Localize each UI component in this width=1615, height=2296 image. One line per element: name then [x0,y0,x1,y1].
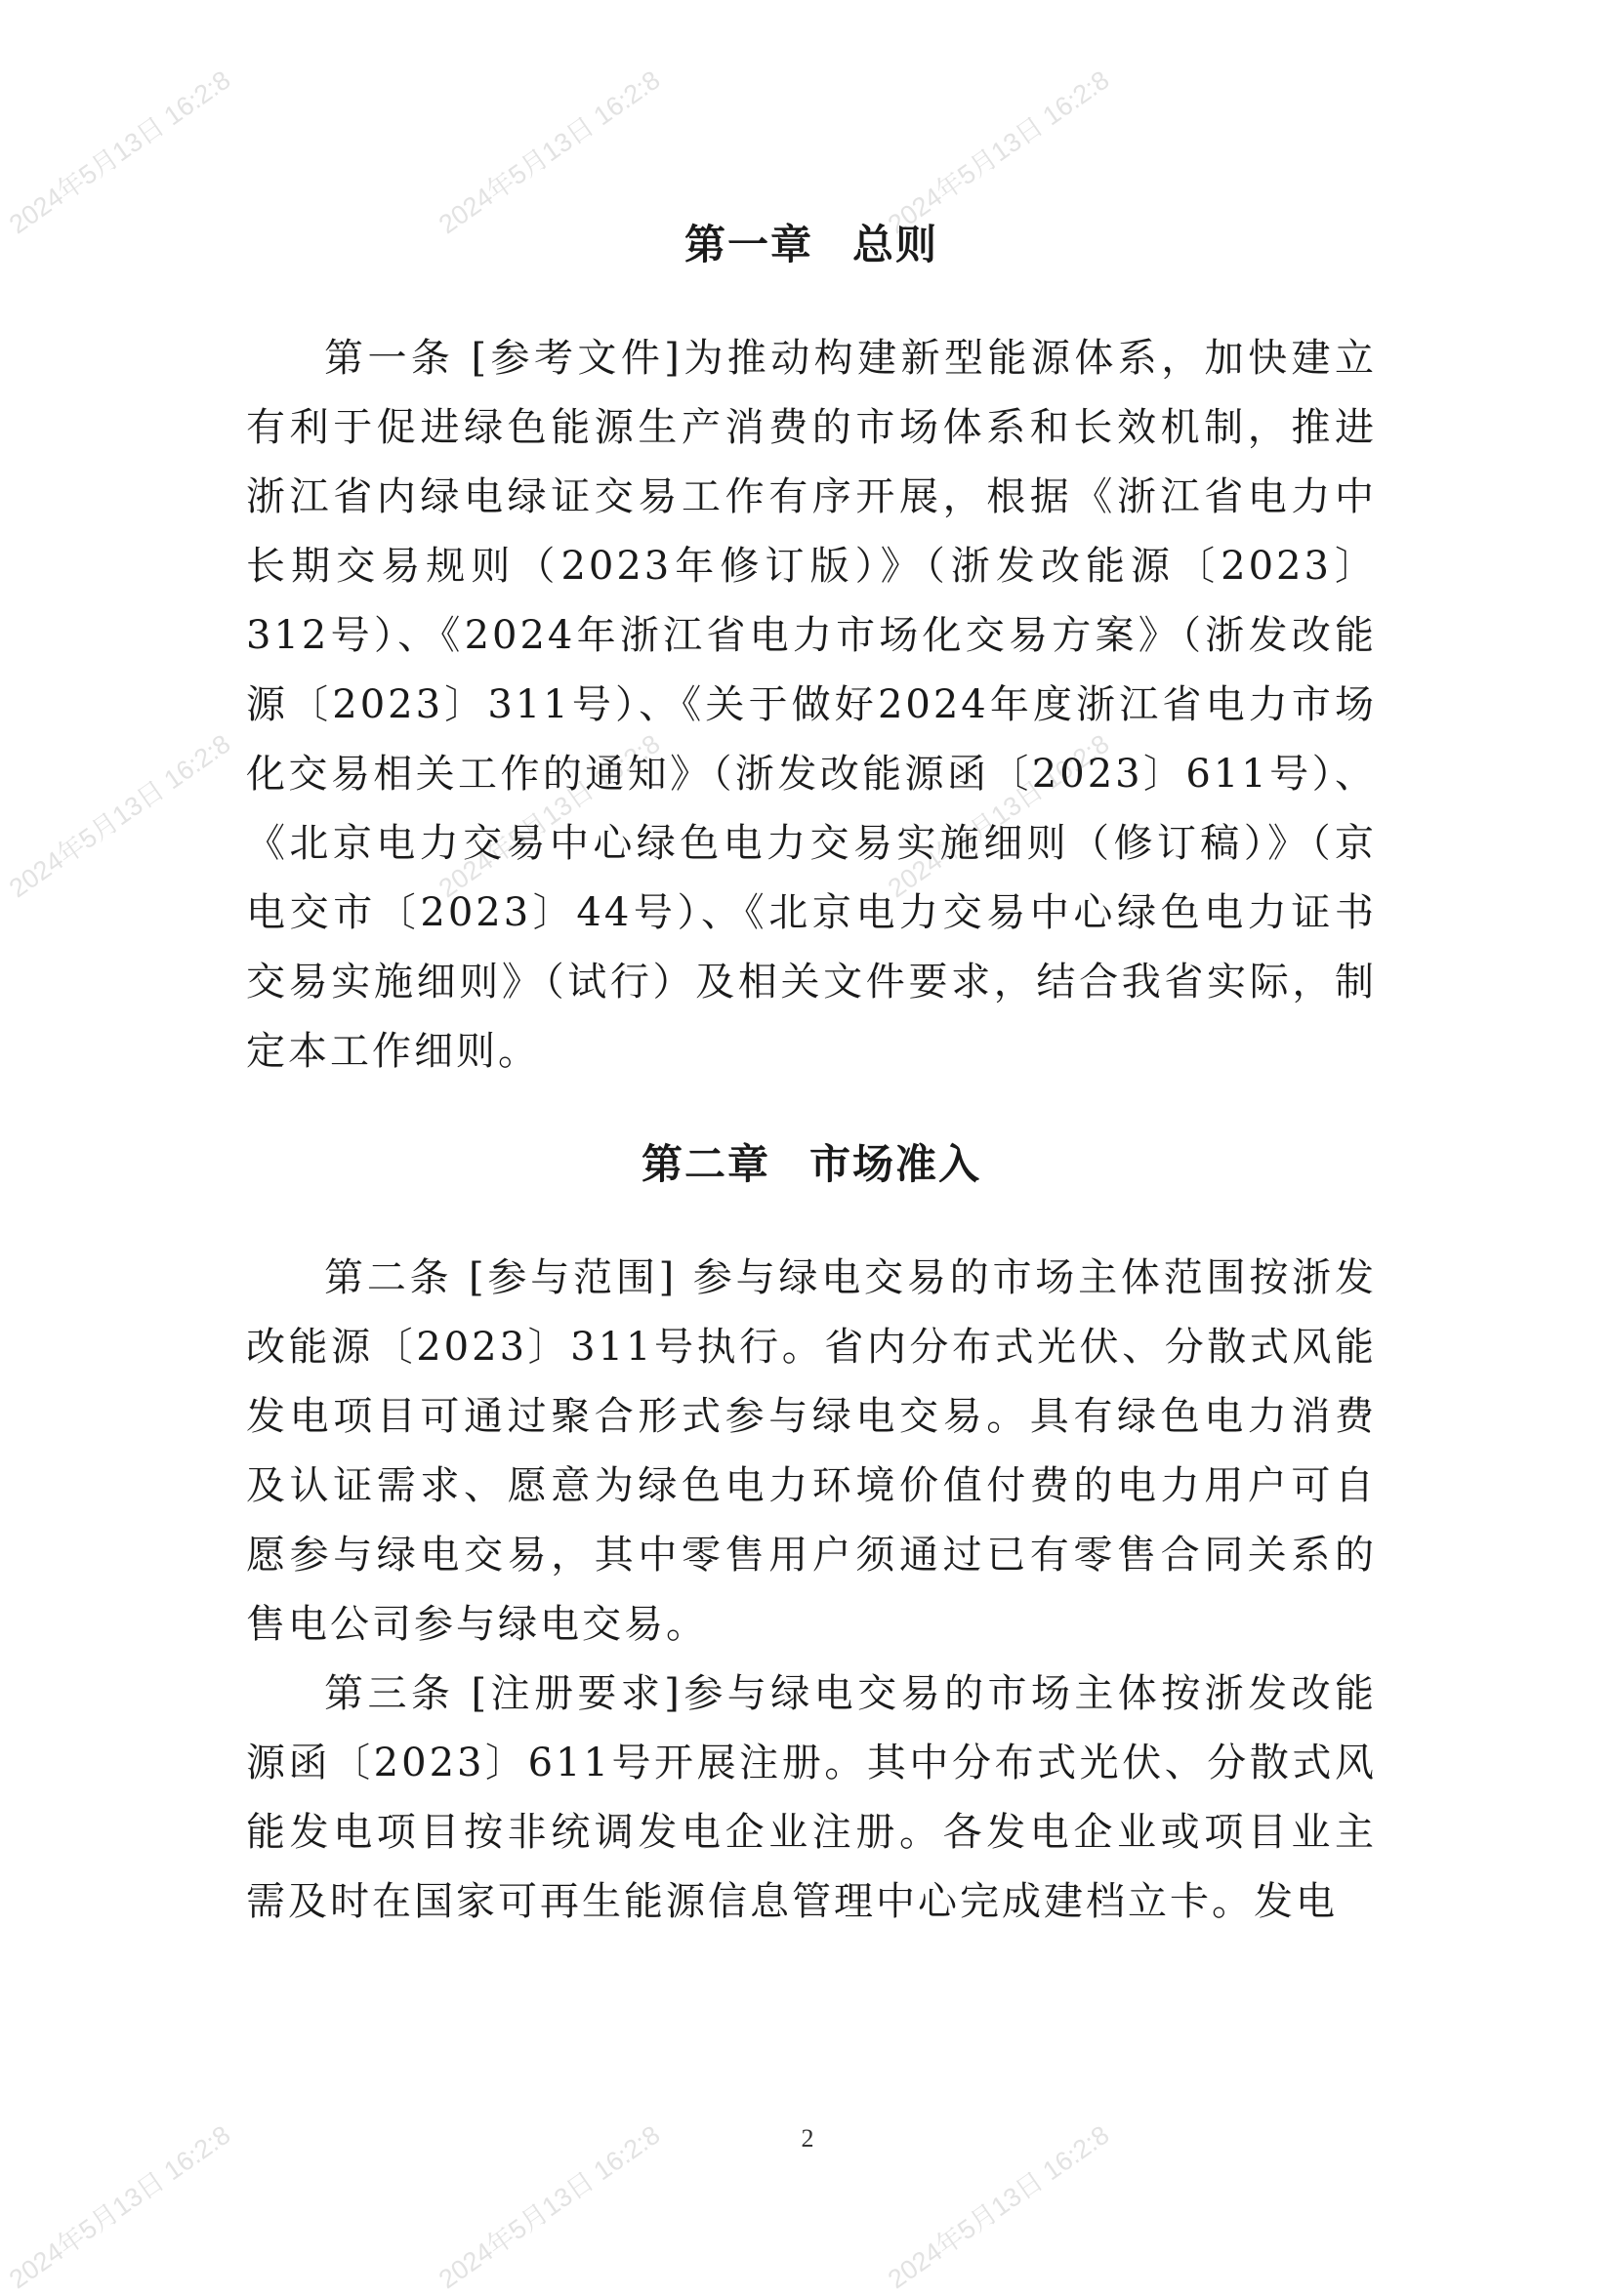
chapter-number: 第二章 [641,1140,770,1188]
article-1: 第一条 [参考文件]为推动构建新型能源体系，加快建立有利于促进绿色能源生产消费的市场体系和长效机制，推进浙江省内绿电绿证交易工作有序开展，根据《浙江省电力中长期交易规则（2023年修订版）》（浙发改能源〔2023〕312号）、《2024年浙江省电力市场化交易方案》（浙发改能源〔2023〕311号）、《关于做好2024年度浙江省电力市场化交易相关工作的通知》（浙发改能源函〔2023〕611号）、《北京电力交易中心绿色电力交易实施细则（修订稿）》（京电交市〔2023〕44号）、《北京电力交易中心绿色电力证书交易实施细则》（试行）及相关文件要求，结合我省实际，制定本工作细则。 [246,336,1377,1074]
article-3: 第三条 [注册要求]参与绿电交易的市场主体按浙发改能源函〔2023〕611号开展注册。其中分布式光伏、分散式风能发电项目按非统调发电企业注册。各发电企业或项目业主需及时在国家可再生能源信息管理中心完成建档立卡。发电 [246,1671,1377,1924]
watermark: 2024年5月13日 16:2:8 [434,728,666,904]
watermark: 2024年5月13日 16:2:8 [434,2119,666,2295]
watermark: 2024年5月13日 16:2:8 [883,2119,1115,2295]
chapter-heading [246,1129,1377,1199]
watermark: 2024年5月13日 16:2:8 [4,728,236,904]
chapter-title: 总则 [852,221,939,268]
watermark: 2024年5月13日 16:2:8 [4,2119,236,2295]
watermark: 2024年5月13日 16:2:8 [434,64,666,240]
chapter-title: 市场准入 [809,1140,982,1188]
chapter-number: 第一章 [683,221,813,268]
watermark: 2024年5月13日 16:2:8 [883,64,1115,240]
watermark: 2024年5月13日 16:2:8 [4,64,236,240]
article-2: 第二条 [参与范围] 参与绿电交易的市场主体范围按浙发改能源〔2023〕311号执行。省内分布式光伏、分散式风能发电项目可通过聚合形式参与绿电交易。具有绿色电力消费及认证需求、愿意为绿色电力环境价值付费的电力用户可自愿参与绿电交易，其中零售用户须通过已有零售合同关系的售电公司参与绿电交易。 [246,1255,1377,1647]
chapter-heading [246,210,1377,279]
page-number: 2 [801,2124,814,2152]
watermark: 2024年5月13日 16:2:8 [883,728,1115,904]
document-body [246,210,1377,1937]
